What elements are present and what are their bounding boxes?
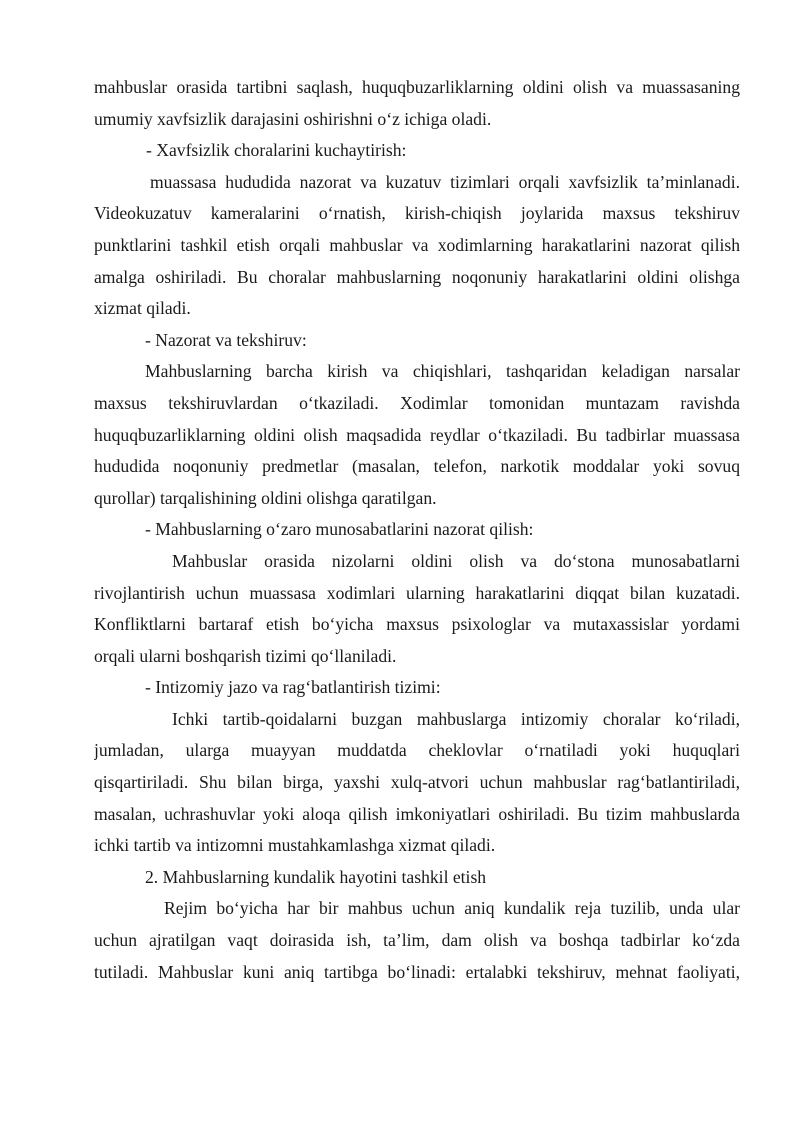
section-heading-relations: - Mahbuslarning o‘zaro munosabatlarini nazorat qilish: — [145, 519, 534, 540]
section-heading-security: - Xavfsizlik choralarini kuchaytirish: — [146, 140, 407, 161]
text-line: Ichki tartib-qoidalarni buzgan mahbuslarga intizomiy choralar ko‘riladi, — [172, 708, 740, 729]
text-line: punktlarini tashkil etish orqali mahbuslar va xodimlarning harakatlarini nazorat qilish — [94, 234, 740, 255]
text-line: Mahbuslarning barcha kirish va chiqishlari, tashqaridan keladigan narsalar — [145, 361, 740, 382]
text-line: mahbuslar orasida tartibni saqlash, huquqbuzarliklarning oldini olish va muassasaning — [94, 77, 740, 97]
section-heading-discipline: - Intizomiy jazo va rag‘batlantirish tizimi: — [145, 677, 441, 698]
paragraph-security — [94, 167, 740, 325]
text-line: qurollar) tarqalishining oldini olishga qaratilgan. — [94, 487, 437, 508]
text-line: umumiy xavfsizlik darajasini oshirishni o‘z ichiga oladi. — [94, 108, 492, 129]
section-heading-control: - Nazorat va tekshiruv: — [145, 329, 307, 350]
text-line: rivojlantirish uchun muassasa xodimlari ularning harakatlarini diqqat bilan kuzatadi. — [94, 582, 740, 603]
text-line: qisqartiriladi. Shu bilan birga, yaxshi xulq-atvori uchun mahbuslar rag‘batlantiriladi, — [94, 772, 740, 793]
paragraph-control — [94, 356, 740, 514]
text-line: Videokuzatuv kameralarini o‘rnatish, kirish-chiqish joylarida maxsus tekshiruv — [94, 203, 740, 224]
text-line: xizmat qiladi. — [94, 298, 191, 319]
text-line: orqali ularni boshqarish tizimi qo‘llaniladi. — [94, 645, 397, 666]
text-line: muassasa hududida nazorat va kuzatuv tizimlari orqali xavfsizlik ta’minlanadi. — [150, 171, 740, 192]
text-line: masalan, uchrashuvlar yoki aloqa qilish imkoniyatlari oshiriladi. Bu tizim mahbuslarda — [94, 803, 740, 824]
paragraph-discipline — [94, 704, 740, 862]
text-line: amalga oshiriladi. Bu choralar mahbuslarning noqonuniy harakatlarini oldini olishga — [94, 266, 740, 287]
text-line: jumladan, ularga muayyan muddatda cheklovlar o‘rnatiladi yoki huquqlari — [94, 740, 740, 761]
text-line: maxsus tekshiruvlardan o‘tkaziladi. Xodimlar tomonidan muntazam ravishda — [94, 392, 740, 413]
text-line: Konfliktlarni bartaraf etish bo‘yicha maxsus psixologlar va mutaxassislar yordami — [94, 614, 740, 635]
text-line: ichki tartib va intizomni mustahkamlashga xizmat qiladi. — [94, 835, 496, 856]
text-line: Mahbuslar orasida nizolarni oldini olish va do‘stona munosabatlarni — [172, 550, 740, 571]
section-heading-daily-life: 2. Mahbuslarning kundalik hayotini tashkil etish — [145, 866, 487, 887]
text-line: tutiladi. Mahbuslar kuni aniq tartibga bo‘linadi: ertalabki tekshiruv, mehnat faoliyati, — [94, 961, 740, 982]
paragraph-daily-life — [94, 893, 740, 988]
document-page — [94, 72, 740, 988]
text-line: huquqbuzarliklarning oldini olish maqsadida reydlar o‘tkaziladi. Bu tadbirlar muassasa — [94, 424, 740, 445]
paragraph-intro — [94, 72, 740, 135]
text-line: hududida noqonuniy predmetlar (masalan, telefon, narkotik moddalar yoki sovuq — [94, 456, 740, 477]
paragraph-relations — [94, 546, 740, 672]
text-line: uchun ajratilgan vaqt doirasida ish, ta’lim, dam olish va boshqa tadbirlar ko‘zda — [94, 930, 740, 951]
text-line: Rejim bo‘yicha har bir mahbus uchun aniq kundalik reja tuzilib, unda ular — [164, 898, 740, 919]
